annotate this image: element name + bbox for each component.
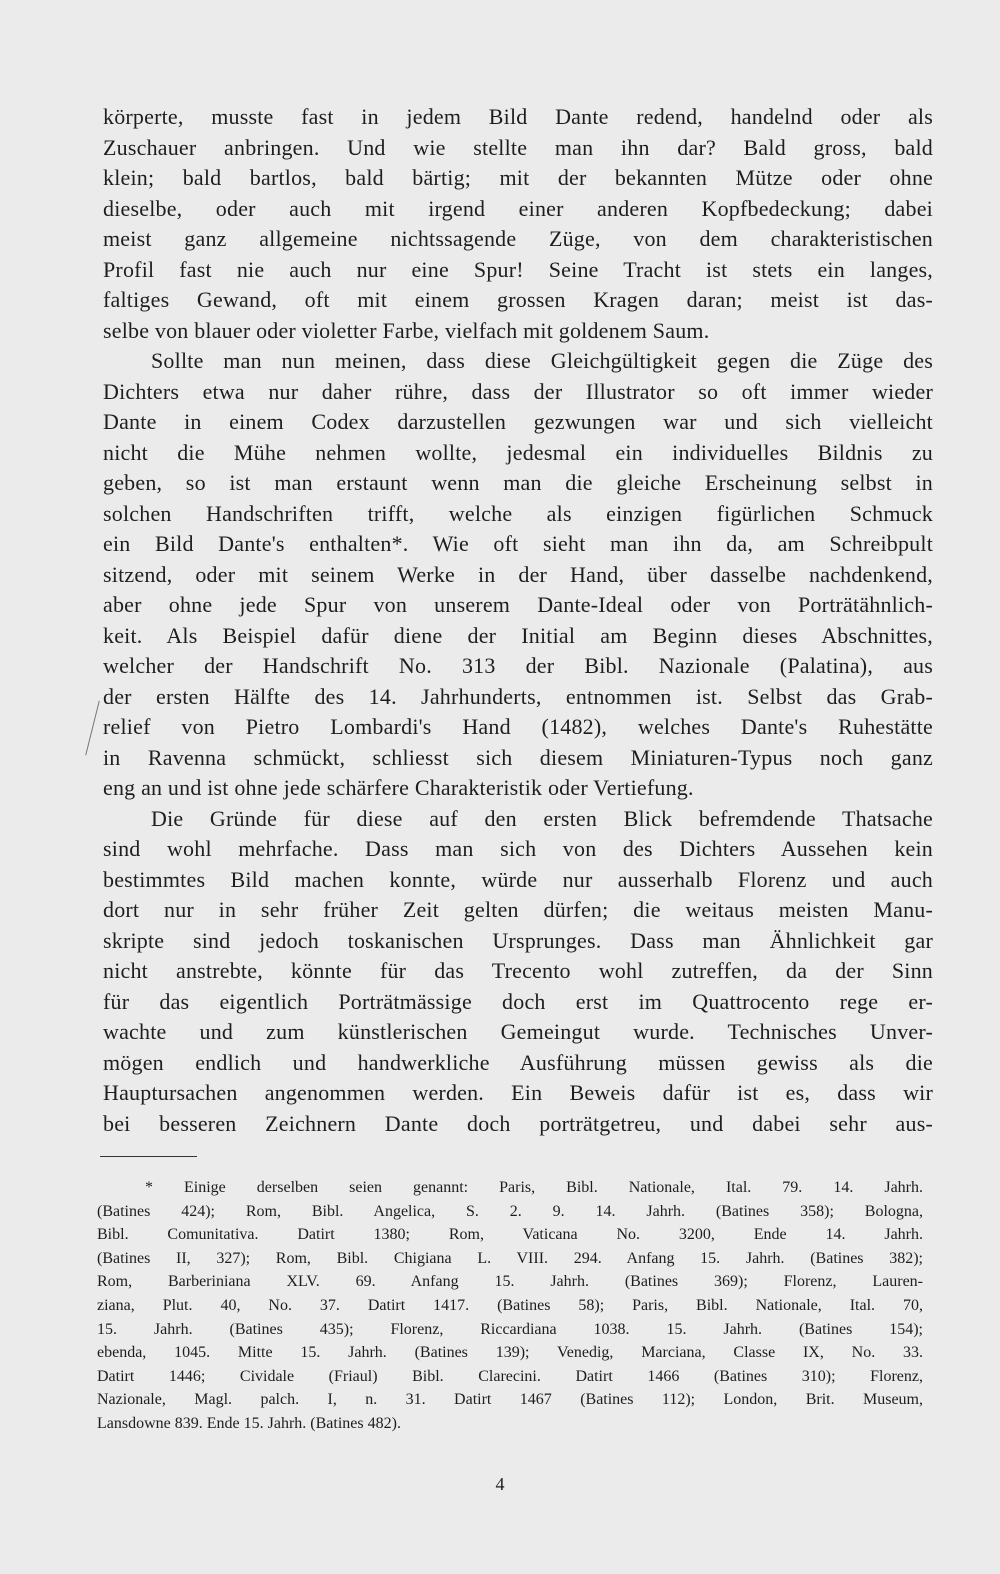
footnote-line: * Einige derselben seien genannt: Paris, Bibl. Nationale, Ital. 79. 14. Jahrh. bbox=[145, 1179, 923, 1196]
body-line: mögen endlich und handwerkliche Ausführung müssen gewiss als die bbox=[103, 1049, 933, 1075]
body-text bbox=[103, 102, 933, 1139]
footnote-line: Datirt 1446; Cividale (Friaul) Bibl. Clarecini. Datirt 1466 (Batines 310); Florenz, bbox=[97, 1367, 923, 1385]
footnote-line: Nazionale, Magl. palch. I, n. 31. Datirt 1467 (Batines 112); London, Brit. Museum, bbox=[97, 1391, 923, 1409]
body-line: der ersten Hälfte des 14. Jahrhunderts, entnommen ist. Selbst das Grab- bbox=[103, 683, 933, 709]
body-line: Dante in einem Codex darzustellen gezwungen war und sich vielleicht bbox=[103, 409, 933, 434]
body-line: Hauptursachen angenommen werden. Ein Beweis dafür ist es, dass wir bbox=[103, 1080, 933, 1105]
footnote-line: 15. Jahrh. (Batines 435); Florenz, Riccardiana 1038. 15. Jahrh. (Batines 154); bbox=[97, 1320, 923, 1338]
body-line: für das eigentlich Porträtmässige doch erst im Quattrocento rege er- bbox=[103, 988, 933, 1014]
footnote-line: (Batines II, 327); Rom, Bibl. Chigiana L. VIII. 294. Anfang 15. Jahrh. (Batines 382); bbox=[97, 1249, 923, 1267]
margin-pencil-mark bbox=[85, 701, 100, 756]
body-line: welcher der Handschrift No. 313 der Bibl. Nazionale (Palatina), aus bbox=[103, 653, 933, 678]
body-line: nicht anstrebte, könnte für das Trecento wohl zutreffen, da der Sinn bbox=[103, 958, 933, 983]
body-line: körperte, musste fast in jedem Bild Dante redend, handelnd oder als bbox=[103, 104, 933, 129]
body-line: dieselbe, oder auch mit irgend einer anderen Kopfbedeckung; dabei bbox=[103, 195, 933, 221]
body-line: sind wohl mehrfache. Dass man sich von des Dichters Aussehen kein bbox=[103, 836, 933, 861]
body-line: selbe von blauer oder violetter Farbe, vielfach mit goldenem Saum. bbox=[103, 317, 710, 343]
body-line: keit. Als Beispiel dafür diene der Initial am Beginn dieses Abschnittes, bbox=[103, 622, 933, 648]
body-line: relief von Pietro Lombardi's Hand (1482), welches Dante's Ruhestätte bbox=[103, 714, 933, 739]
footnote-line: (Batines 424); Rom, Bibl. Angelica, S. 2. 9. 14. Jahrh. (Batines 358); Bologna, bbox=[97, 1202, 923, 1220]
body-line: bei besseren Zeichnern Dante doch porträtgetreu, und dabei sehr aus- bbox=[103, 1110, 933, 1136]
body-line: Sollte man nun meinen, dass diese Gleichgültigkeit gegen die Züge des bbox=[151, 348, 933, 373]
footnote-line: ebenda, 1045. Mitte 15. Jahrh. (Batines 139); Venedig, Marciana, Classe IX, No. 33. bbox=[97, 1344, 923, 1362]
footnote-line: Rom, Barberiniana XLV. 69. Anfang 15. Jahrh. (Batines 369); Florenz, Lauren- bbox=[97, 1273, 923, 1291]
body-line: nicht die Mühe nehmen wollte, jedesmal ein individuelles Bildnis zu bbox=[103, 439, 933, 465]
footnote bbox=[97, 1176, 923, 1436]
body-line: faltiges Gewand, oft mit einem grossen Kragen daran; meist ist das- bbox=[103, 287, 933, 312]
body-line: wachte und zum künstlerischen Gemeingut wurde. Technisches Unver- bbox=[103, 1019, 933, 1044]
body-line: skripte sind jedoch toskanischen Ursprunges. Dass man Ähnlichkeit gar bbox=[103, 927, 933, 953]
body-line: meist ganz allgemeine nichtssagende Züge, von dem charakteristischen bbox=[103, 226, 933, 251]
body-line: bestimmtes Bild machen konnte, würde nur ausserhalb Florenz und auch bbox=[103, 866, 933, 892]
body-line: Profil fast nie auch nur eine Spur! Seine Tracht ist stets ein langes, bbox=[103, 256, 933, 282]
body-line: Die Gründe für diese auf den ersten Blick befremdende Thatsache bbox=[151, 805, 933, 831]
body-line: eng an und ist ohne jede schärfere Charakteristik oder Vertiefung. bbox=[103, 775, 694, 800]
footnote-line: Bibl. Comunitativa. Datirt 1380; Rom, Vaticana No. 3200, Ende 14. Jahrh. bbox=[97, 1226, 923, 1244]
body-line: dort nur in sehr früher Zeit gelten dürfen; die weitaus meisten Manu- bbox=[103, 897, 933, 922]
footnote-line: Lansdowne 839. Ende 15. Jahrh. (Batines 482). bbox=[97, 1414, 401, 1432]
body-line: sitzend, oder mit seinem Werke in der Hand, über dasselbe nachdenkend, bbox=[103, 561, 933, 587]
body-line: aber ohne jede Spur von unserem Dante-Ideal oder von Porträtähnlich- bbox=[103, 592, 933, 617]
body-line: geben, so ist man erstaunt wenn man die gleiche Erscheinung selbst in bbox=[103, 470, 933, 495]
footnote-separator bbox=[100, 1156, 197, 1157]
body-line: ein Bild Dante's enthalten*. Wie oft sieht man ihn da, am Schreibpult bbox=[103, 531, 933, 556]
page-number: 4 bbox=[495, 1474, 505, 1494]
body-line: Zuschauer anbringen. Und wie stellte man ihn dar? Bald gross, bald bbox=[103, 134, 933, 160]
body-line: klein; bald bartlos, bald bärtig; mit der bekannten Mütze oder ohne bbox=[103, 165, 933, 190]
body-line: solchen Handschriften trifft, welche als einzigen figürlichen Schmuck bbox=[103, 500, 933, 526]
footnote-line: ziana, Plut. 40, No. 37. Datirt 1417. (Batines 58); Paris, Bibl. Nationale, Ital. 70, bbox=[97, 1296, 923, 1314]
body-line: Dichters etwa nur daher rühre, dass der Illustrator so oft immer wieder bbox=[103, 378, 933, 404]
body-line: in Ravenna schmückt, schliesst sich diesem Miniaturen-Typus noch ganz bbox=[103, 744, 933, 770]
